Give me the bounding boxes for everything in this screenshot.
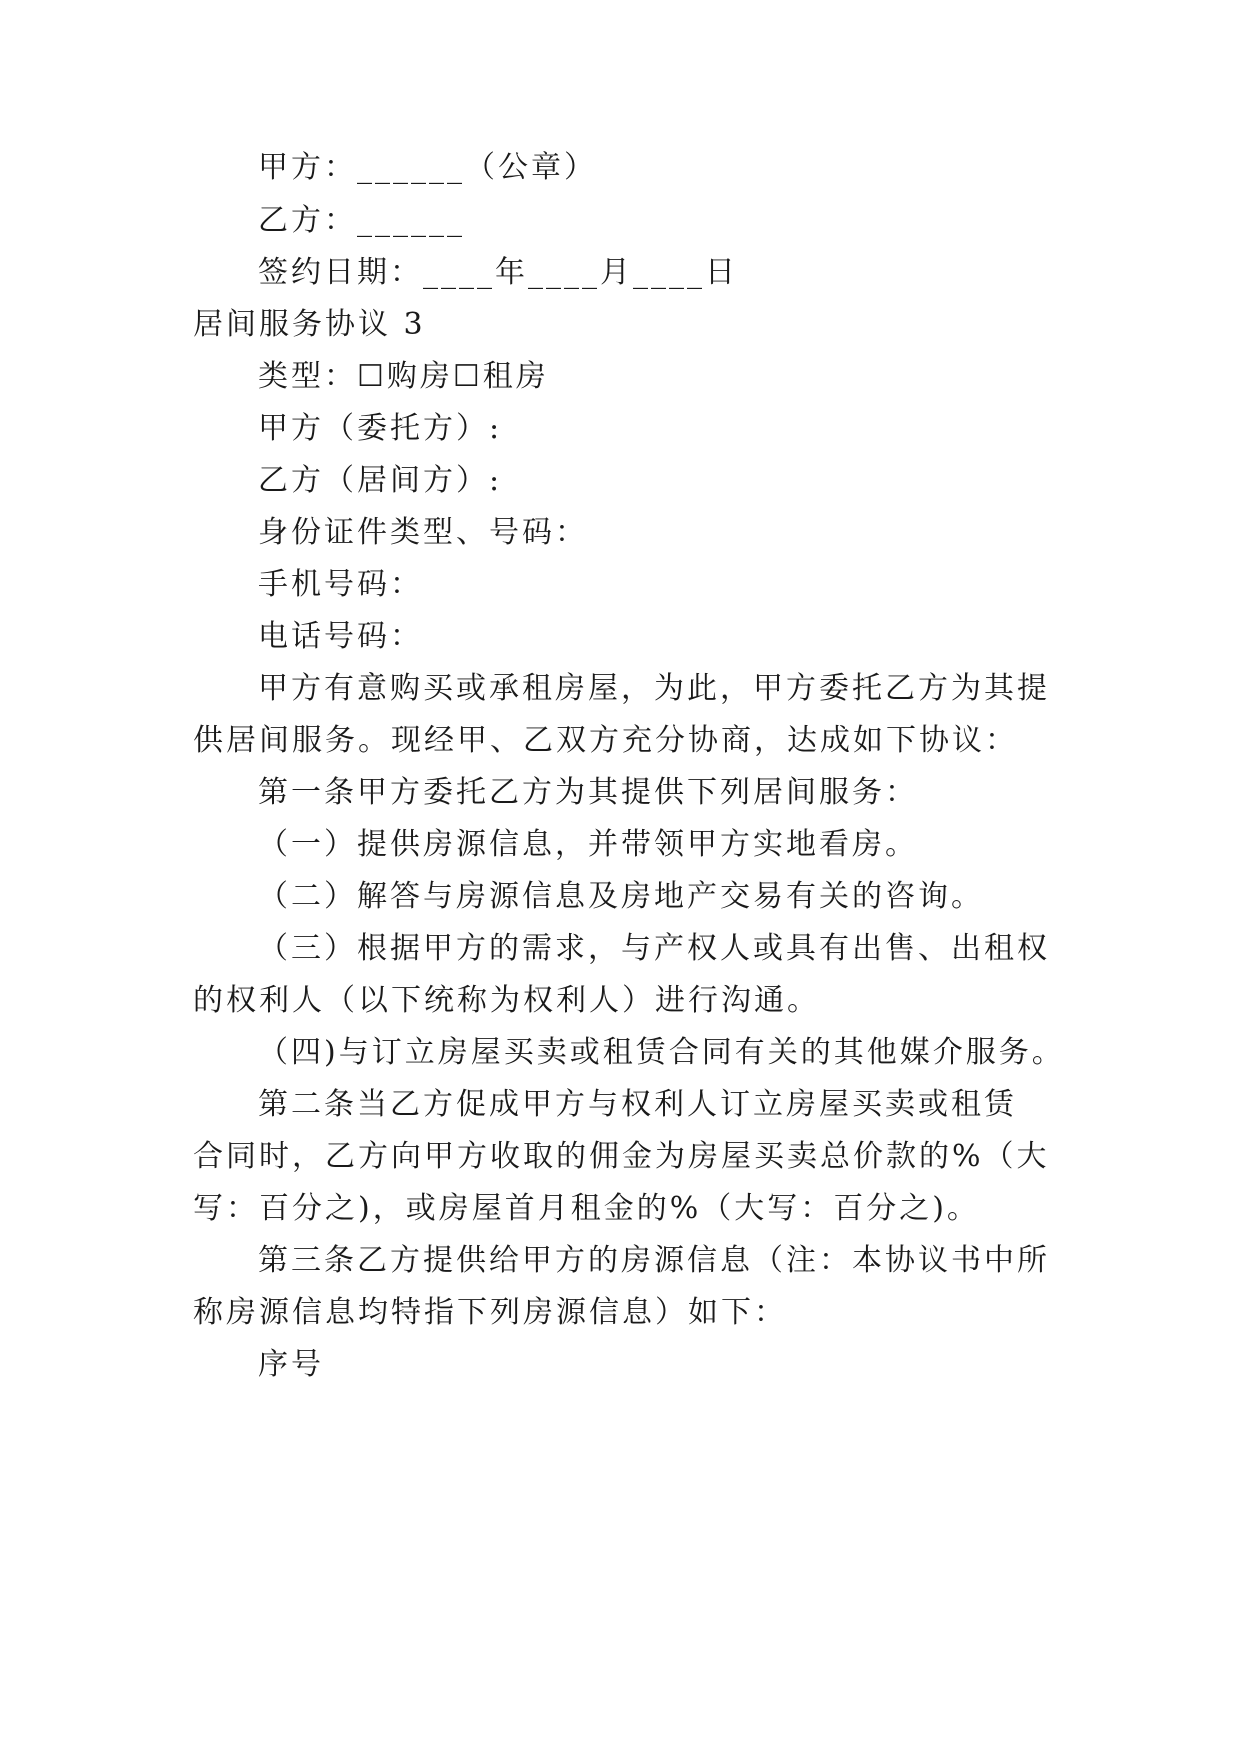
party-b-label: 乙方（居间方）: [258,463,503,498]
mobile-label: 手机号码： [258,567,423,602]
service-item-3-line-2: 的权利人（以下统称为权利人）进行沟通。 [193,983,820,1018]
sign-date-line: 签约日期：____年____月____日 [258,255,738,290]
id-label: 身份证件类型、号码： [258,515,588,550]
type-line: 类型：☐购房☐租房 [258,359,549,394]
service-item-2: （二）解答与房源信息及房地产交易有关的咨询。 [258,879,984,914]
article-3-line-2: 称房源信息均特指下列房源信息）如下： [193,1295,787,1330]
article-2-line-1: 第二条当乙方促成甲方与权利人订立房屋买卖或租赁 [258,1087,1017,1122]
intro-line-2: 供居间服务。现经甲、乙双方充分协商，达成如下协议： [193,723,1018,758]
intro-line-1: 甲方有意购买或承租房屋，为此，甲方委托乙方为其提 [258,671,1050,706]
party-a-label: 甲方（委托方）: [258,411,503,446]
article-3-line-1: 第三条乙方提供给甲方的房源信息（注：本协议书中所 [258,1243,1050,1278]
article-1: 第一条甲方委托乙方为其提供下列居间服务： [258,775,918,810]
party-a-signature-line: 甲方：______（公章） [258,150,597,185]
service-item-4: （四)与订立房屋买卖或租赁合同有关的其他媒介服务。 [258,1035,1065,1070]
service-item-1: （一）提供房源信息，并带领甲方实地看房。 [258,827,918,862]
article-2-line-3: 写：百分之)，或房屋首月租金的%（大写：百分之)。 [193,1191,980,1226]
agreement-title: 居间服务协议 3 [193,307,426,342]
table-header-seq: 序号 [258,1347,324,1382]
phone-label: 电话号码： [258,619,423,654]
service-item-3-line-1: （三）根据甲方的需求，与产权人或具有出售、出租权 [258,931,1050,966]
article-2-line-2: 合同时，乙方向甲方收取的佣金为房屋买卖总价款的%（大 [193,1139,1050,1174]
party-b-signature-line: 乙方：______ [258,203,465,238]
